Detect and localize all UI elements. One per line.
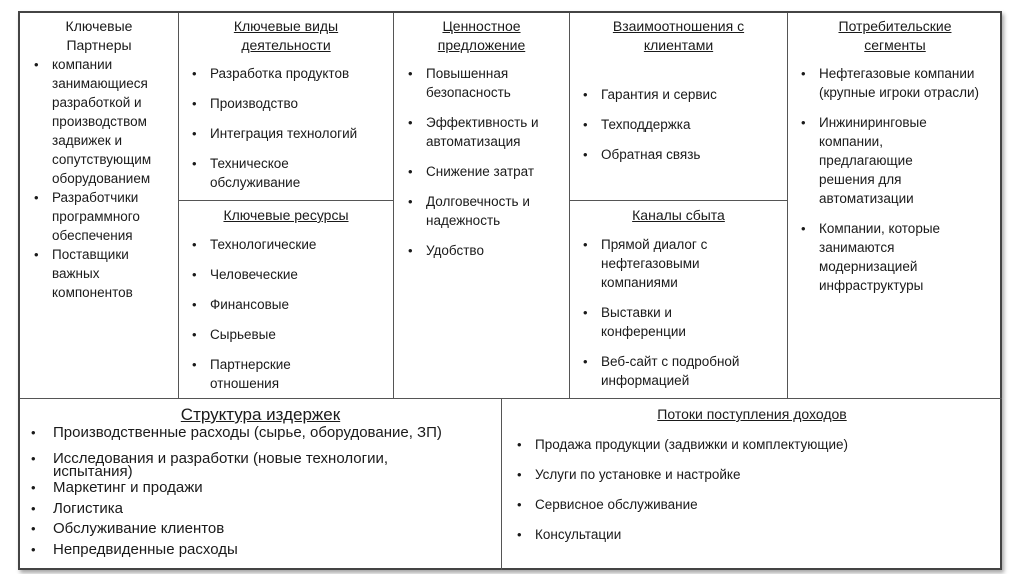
channels-title: Каналы сбыта bbox=[632, 207, 725, 223]
key-resource-item: • Технологические bbox=[210, 235, 370, 254]
cost-item: • Логистика bbox=[53, 499, 497, 520]
key-activity-item: • Производство bbox=[210, 94, 390, 113]
value-proposition-title: Ценностное предложение bbox=[437, 18, 526, 53]
relationship-item: • Гарантия и сервис bbox=[601, 85, 781, 104]
value-item: • Удобство bbox=[426, 241, 566, 260]
segment-item: • Нефтегазовые компании (крупные игроки отрасли) bbox=[819, 64, 979, 102]
value-item: • Долговечность и надежность bbox=[426, 192, 556, 230]
segment-item: • Инжиниринговые компании, предлагающие решения для автоматизации bbox=[819, 113, 969, 208]
key-activities-block bbox=[179, 13, 394, 201]
revenue-item: • Консультации bbox=[535, 525, 985, 544]
customer-segments-title: Потребительские сегменты bbox=[838, 18, 952, 53]
key-activity-item: • Интеграция технологий bbox=[210, 124, 390, 143]
cost-item: • Обслуживание клиентов bbox=[53, 519, 497, 540]
value-proposition-block bbox=[394, 13, 570, 399]
customer-relationships-title: Взаимоотношения с клиентами bbox=[612, 18, 745, 53]
customer-segments-block bbox=[788, 13, 1002, 399]
cost-structure-block bbox=[20, 399, 502, 570]
cost-structure-title: Структура издержек bbox=[180, 405, 341, 424]
key-activity-item: • Разработка продуктов bbox=[210, 64, 390, 83]
key-partner-item: • компании занимающиеся разработкой и производством задвижек и сопутствующим оборудованием bbox=[52, 55, 170, 188]
value-item: • Эффективность и автоматизация bbox=[426, 113, 566, 151]
value-item: • Повышенная безопасность bbox=[426, 64, 546, 102]
business-model-canvas bbox=[18, 11, 1002, 570]
revenue-streams-block bbox=[502, 399, 1002, 570]
revenue-streams-title: Потоки поступления доходов bbox=[657, 406, 847, 422]
segment-item: • Компании, которые занимаются модернизацией инфраструктуры bbox=[819, 219, 964, 295]
key-resources-title: Ключевые ресурсы bbox=[223, 207, 349, 223]
key-resources-block bbox=[179, 201, 394, 399]
cost-item: • Непредвиденные расходы bbox=[53, 540, 497, 561]
revenue-item: • Сервисное обслуживание bbox=[535, 495, 985, 514]
key-activity-item: • Техническое обслуживание bbox=[210, 154, 340, 192]
key-partner-item: • Поставщики важных компонентов bbox=[52, 245, 170, 302]
customer-relationships-block bbox=[570, 13, 788, 201]
cost-item: • Исследования и разработки (новые технологии, испытания) bbox=[53, 452, 453, 478]
cost-item: • Производственные расходы (сырье, оборудование, ЗП) bbox=[53, 426, 473, 452]
key-partner-item: • Разработчики программного обеспечения bbox=[52, 188, 170, 245]
revenue-item: • Продажа продукции (задвижки и комплектующие) bbox=[535, 435, 985, 454]
channel-item: • Выставки и конференции bbox=[601, 303, 721, 341]
relationship-item: • Обратная связь bbox=[601, 145, 781, 164]
channel-item: • Веб-сайт с подробной информацией bbox=[601, 352, 773, 390]
cost-item: • Маркетинг и продажи bbox=[53, 478, 497, 499]
key-partners-title: Ключевые Партнеры bbox=[65, 18, 133, 53]
key-resource-item: • Человеческие bbox=[210, 265, 370, 284]
relationship-item: • Техподдержка bbox=[601, 115, 781, 134]
value-item: • Снижение затрат bbox=[426, 162, 566, 181]
key-partners-block bbox=[20, 13, 179, 399]
key-resource-item: • Финансовые bbox=[210, 295, 370, 314]
key-activities-title: Ключевые виды деятельности bbox=[233, 18, 339, 53]
key-resource-item: • Сырьевые bbox=[210, 325, 370, 344]
revenue-item: • Услуги по установке и настройке bbox=[535, 465, 985, 484]
key-resource-item: • Партнерские отношения bbox=[210, 355, 320, 393]
channel-item: • Прямой диалог с нефтегазовыми компаниями bbox=[601, 235, 751, 292]
channels-block bbox=[570, 201, 788, 399]
